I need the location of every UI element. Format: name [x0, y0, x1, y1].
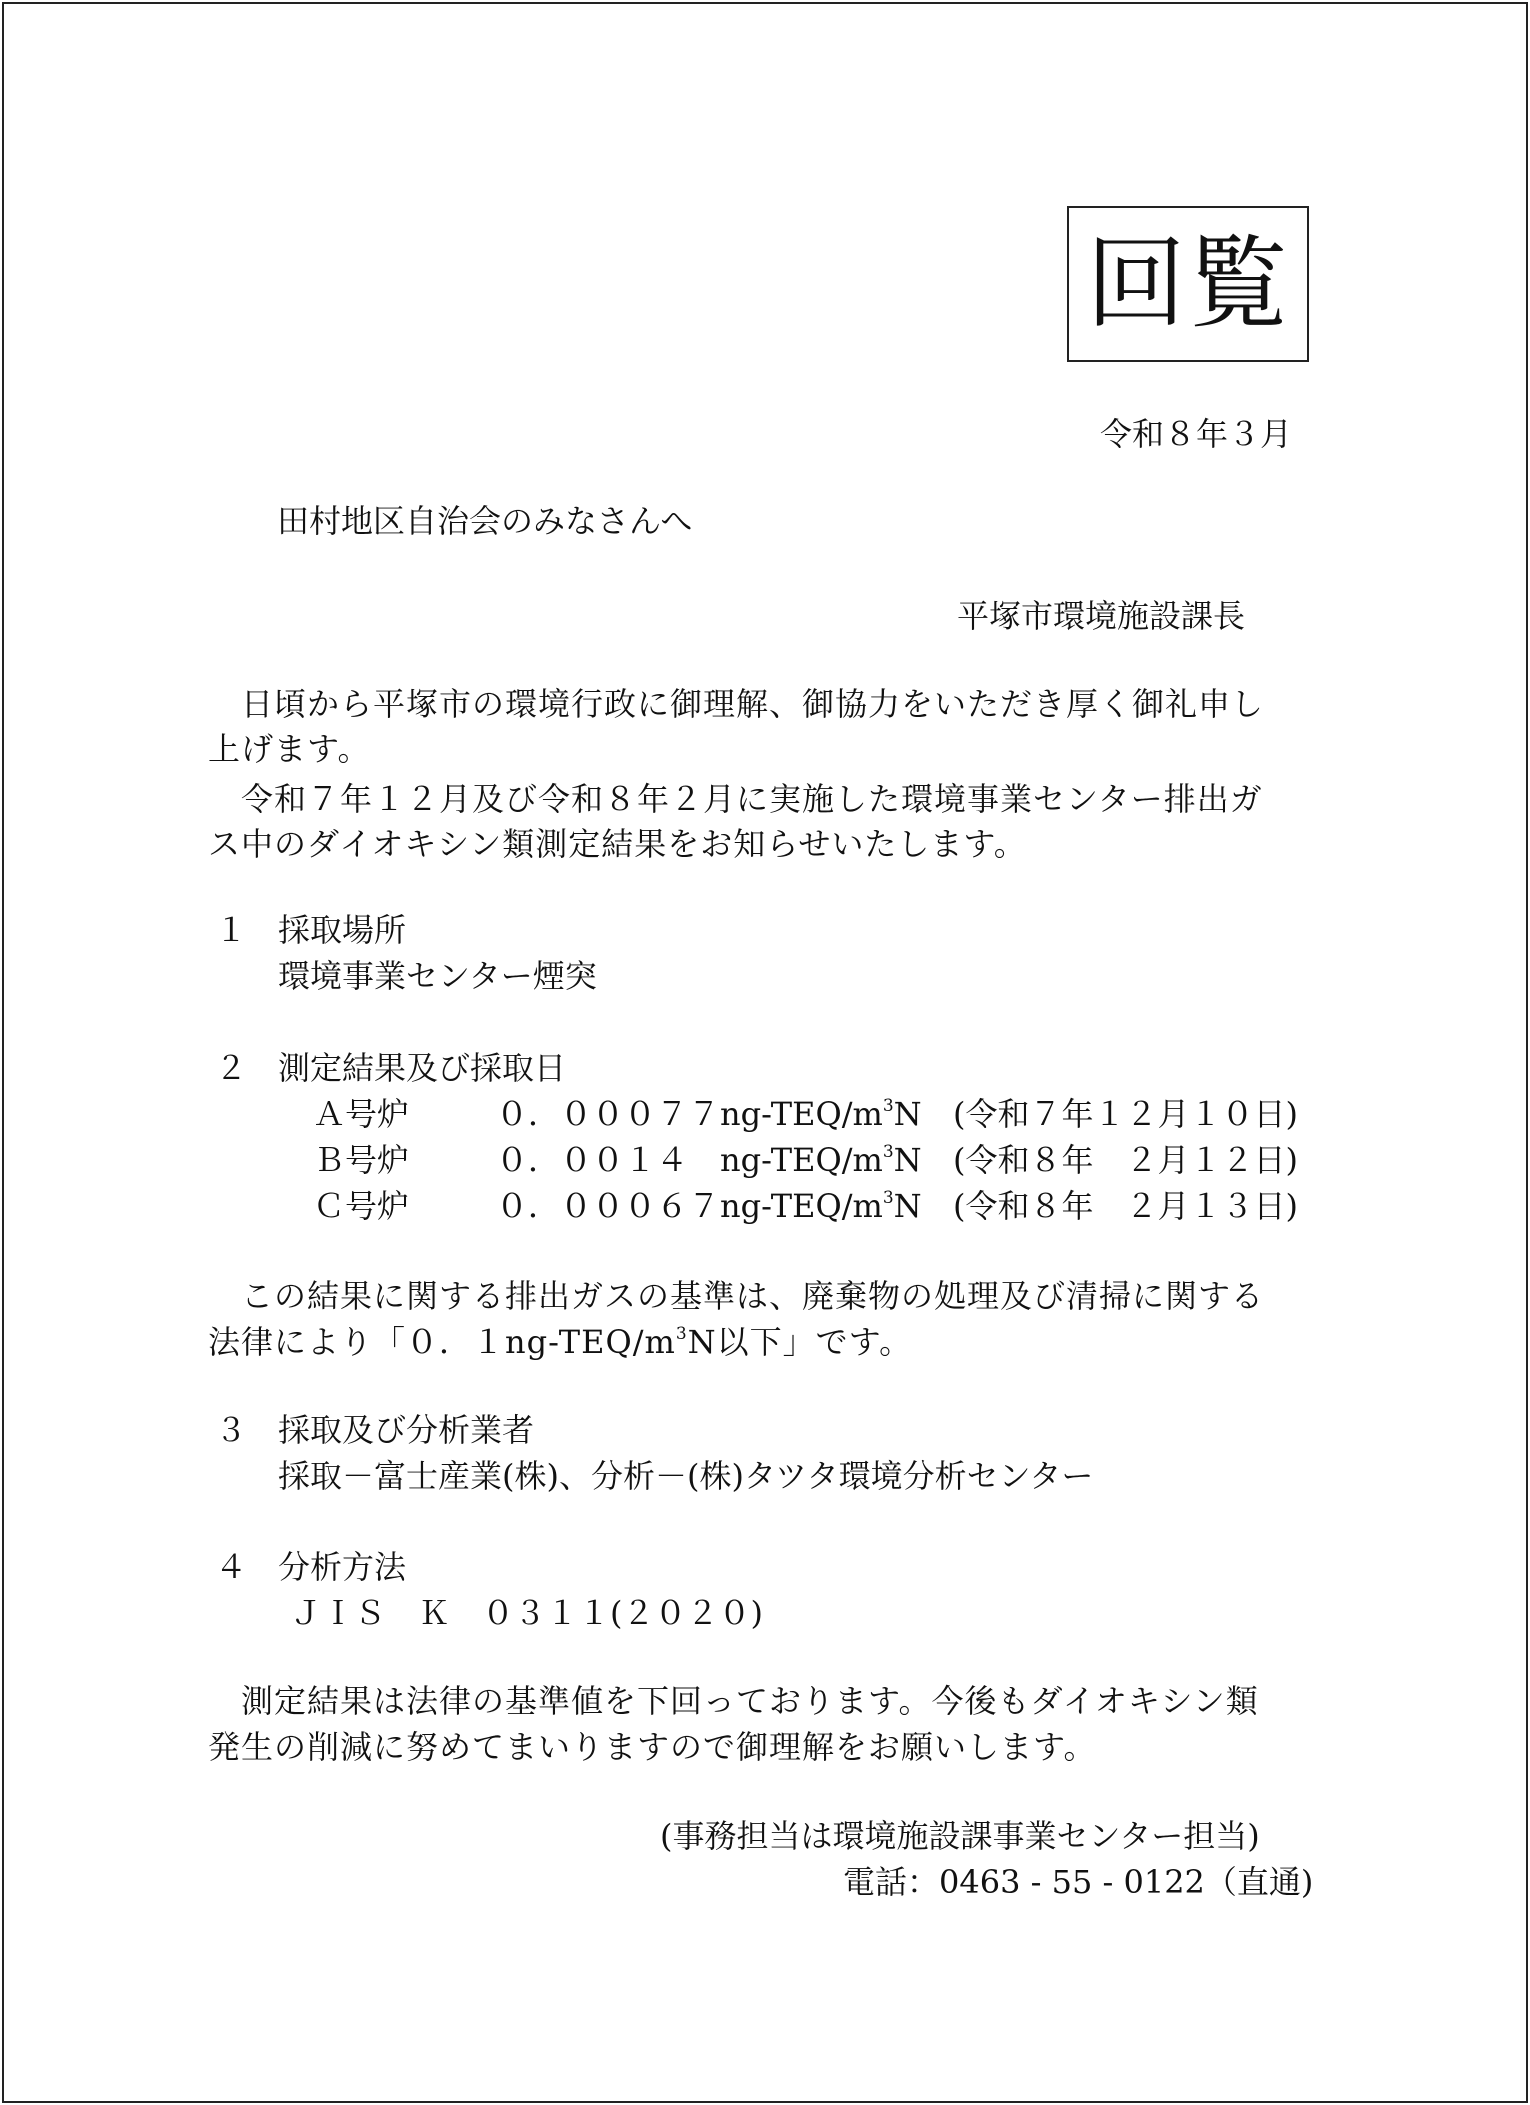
- closing-line-2: 発生の削減に努めてまいりますので御理解をお願いします。: [208, 1728, 1097, 1766]
- standard-line-1: この結果に関する排出ガスの基準は、廃棄物の処理及び清掃に関する: [208, 1277, 1265, 1315]
- section-2-title: 測定結果及び採取日: [278, 1049, 567, 1087]
- result-row-value: ０．００１４ $ng-TEQ/m^3N$: [496, 1141, 922, 1179]
- closing-line-1: 測定結果は法律の基準値を下回っております。今後もダイオキシン類: [208, 1682, 1259, 1720]
- result-row-value: ０．$00067ng-TEQ/m^3N$: [496, 1187, 922, 1225]
- result-row-label: Ａ号炉: [313, 1095, 410, 1133]
- section-1-number: １: [215, 911, 248, 949]
- section-1-body: 環境事業センター煙突: [278, 957, 597, 995]
- recipient: 田村地区自治会のみなさんへ: [277, 502, 693, 540]
- intro-line-3: 令和７年１２月及び令和８年２月に実施した環境事業センター排出ガ: [208, 780, 1263, 818]
- section-4-title: 分析方法: [278, 1548, 407, 1586]
- section-2-number: ２: [215, 1049, 248, 1087]
- section-4-body: ＪＩＳ Ｋ ０３１１(２０２０): [290, 1594, 763, 1632]
- circulation-stamp: 回覧: [1067, 206, 1309, 362]
- document-date: 令和８年３月: [1100, 415, 1293, 453]
- result-row-date: (令和８年 ２月１２日): [953, 1141, 1298, 1179]
- sender: 平塚市環境施設課長: [957, 597, 1246, 635]
- contact-office: (事務担当は環境施設課事業センター担当): [660, 1817, 1260, 1855]
- contact-phone: 電話：0463 - 55 - 0122（直通): [843, 1863, 1314, 1901]
- intro-line-4: ス中のダイオキシン類測定結果をお知らせいたします。: [208, 825, 1027, 863]
- intro-line-2: 上げます。: [208, 730, 371, 768]
- result-row-label: Ｃ号炉: [313, 1187, 410, 1225]
- section-3-body: 採取－富士産業(株)、分析－(株)タツタ環境分析センター: [278, 1457, 1094, 1495]
- section-4-number: ４: [215, 1548, 248, 1586]
- section-3-title: 採取及び分析業者: [278, 1411, 535, 1449]
- section-3-number: ３: [215, 1411, 248, 1449]
- intro-line-1: 日頃から平塚市の環境行政に御理解、御協力をいただき厚く御礼申し: [208, 685, 1265, 723]
- result-row-date: (令和８年 ２月１３日): [953, 1187, 1298, 1225]
- standard-line-2: 法律により「０．$1ng-TEQ/m^3N$以下」です。: [208, 1323, 913, 1361]
- section-1-title: 採取場所: [278, 911, 407, 949]
- result-row-date: (令和７年１２月１０日): [953, 1095, 1298, 1133]
- result-row-label: Ｂ号炉: [313, 1141, 410, 1179]
- result-row-value: ０．$00077ng-TEQ/m^3N$: [496, 1095, 922, 1133]
